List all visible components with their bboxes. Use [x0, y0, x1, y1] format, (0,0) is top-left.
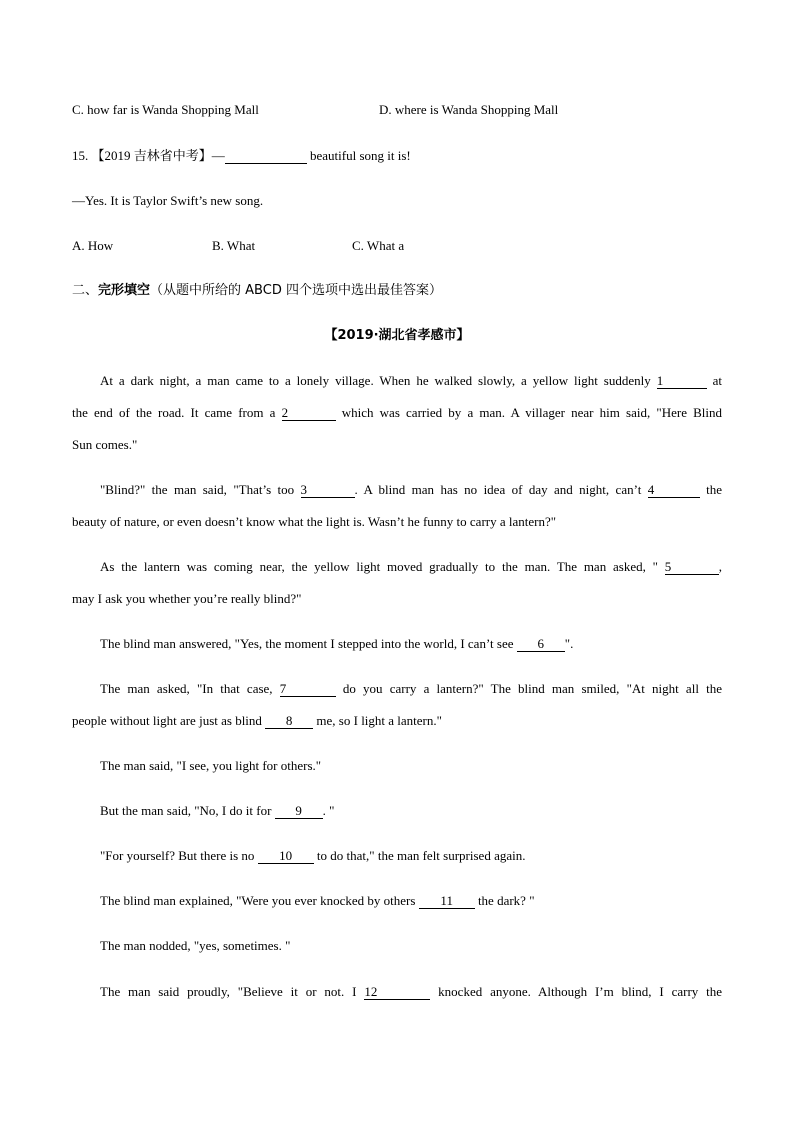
- section-number: 二、: [72, 283, 99, 298]
- section-name: 完形填空: [98, 283, 151, 298]
- section-instructions: （从题中所给的 ABCD 四个选项中选出最佳答案）: [150, 283, 442, 298]
- blank-11: 11: [419, 894, 475, 909]
- answer-blank: [225, 149, 307, 164]
- passage-line: But the man said, "No, I do it for 9 . ": [100, 803, 335, 818]
- passage-line: the end of the road. It came from a 2 which was carried by a man. A villager near him said, "Here Blind: [72, 405, 723, 420]
- passage-line: beauty of nature, or even doesn’t know what the light is. Wasn’t he funny to carry a lantern?": [72, 514, 557, 529]
- section-heading: [72, 283, 722, 299]
- blank-3: 3: [301, 483, 355, 498]
- blank-6: 6: [517, 637, 565, 652]
- passage-line: Sun comes.": [72, 437, 138, 452]
- passage-title: 【2019·湖北省孝感市】: [324, 328, 470, 343]
- passage-line: The man said, "I see, you light for others.": [100, 758, 322, 773]
- blank-12: 12: [364, 985, 430, 1000]
- question-15-prefix: 15. 【2019 吉林省中考】—: [72, 148, 225, 163]
- option-d: D. where is Wanda Shopping Mall: [379, 102, 559, 117]
- question-15-suffix: beautiful song it is!: [306, 148, 411, 163]
- passage-line: may I ask you whether you’re really blind?": [72, 591, 302, 606]
- option-c-15: C. What a: [352, 238, 405, 253]
- passage-line: As the lantern was coming near, the yellow light moved gradually to the man. The man asked, " 5 ,: [100, 559, 722, 574]
- blank-4: 4: [648, 483, 700, 498]
- option-a: A. How: [72, 238, 114, 253]
- blank-2: 2: [282, 406, 336, 421]
- passage-line: "Blind?" the man said, "That’s too 3 . A blind man has no idea of day and night, can’t 4 the: [100, 482, 723, 497]
- passage-line: "For yourself? But there is no 10 to do that," the man felt surprised again.: [100, 848, 526, 863]
- blank-5: 5: [665, 560, 719, 575]
- blank-8: 8: [265, 714, 313, 729]
- passage-line: The man asked, "In that case, 7 do you carry a lantern?" The blind man smiled, "At night all the: [100, 681, 722, 696]
- option-c: C. how far is Wanda Shopping Mall: [72, 102, 259, 117]
- passage-line: The man nodded, "yes, sometimes. ": [100, 938, 291, 953]
- question-15: [72, 148, 722, 164]
- passage-line: The blind man explained, "Were you ever knocked by others 11 the dark? ": [100, 893, 535, 908]
- blank-7: 7: [280, 682, 336, 697]
- question-15-reply: —Yes. It is Taylor Swift’s new song.: [72, 193, 264, 208]
- passage-line: people without light are just as blind 8 me, so I light a lantern.": [72, 713, 442, 728]
- passage-line: The blind man answered, "Yes, the moment I stepped into the world, I can’t see 6 ".: [100, 636, 574, 651]
- blank-10: 10: [258, 849, 314, 864]
- passage-line: At a dark night, a man came to a lonely village. When he walked slowly, a yellow light suddenly 1 at: [100, 373, 723, 388]
- passage-line: The man said proudly, "Believe it or not. I 12 knocked anyone. Although I’m blind, I carry the: [100, 984, 723, 999]
- option-b: B. What: [212, 238, 256, 253]
- blank-1: 1: [657, 374, 707, 389]
- blank-9: 9: [275, 804, 323, 819]
